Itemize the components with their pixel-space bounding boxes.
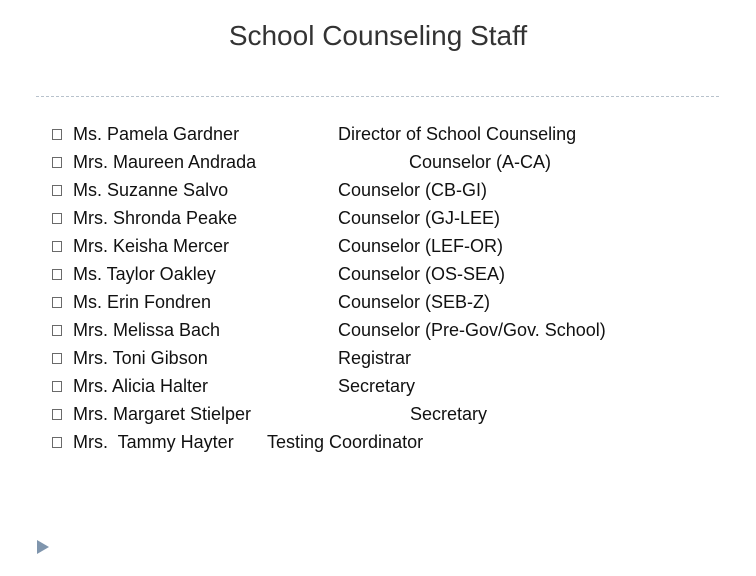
staff-row bbox=[52, 120, 752, 148]
staff-row bbox=[52, 316, 752, 344]
missing-glyph-box-icon bbox=[52, 437, 62, 448]
staff-name: Mrs. Shronda Peake bbox=[73, 208, 238, 228]
missing-glyph-box-icon bbox=[52, 297, 62, 308]
staff-role: Counselor (SEB-Z) bbox=[338, 292, 491, 312]
staff-row bbox=[52, 400, 752, 428]
divider bbox=[36, 96, 719, 97]
staff-name: Ms. Erin Fondren bbox=[73, 292, 212, 312]
staff-role: Counselor (LEF-OR) bbox=[338, 236, 504, 256]
staff-row bbox=[52, 288, 752, 316]
staff-role: Counselor (A-CA) bbox=[409, 152, 552, 172]
staff-row bbox=[52, 176, 752, 204]
missing-glyph-box-icon bbox=[52, 213, 62, 224]
staff-row bbox=[52, 372, 752, 400]
staff-role: Director of School Counseling bbox=[338, 124, 577, 144]
staff-name: Ms. Pamela Gardner bbox=[73, 124, 240, 144]
staff-name: Mrs. Margaret Stielper bbox=[73, 404, 252, 424]
staff-role: Secretary bbox=[410, 404, 488, 424]
staff-name: Mrs. Toni Gibson bbox=[73, 348, 208, 368]
staff-name: Mrs. Melissa Bach bbox=[73, 320, 221, 340]
staff-row bbox=[52, 344, 752, 372]
missing-glyph-box-icon bbox=[52, 325, 62, 336]
staff-role: Counselor (OS-SEA) bbox=[338, 264, 506, 284]
staff-role: Counselor (GJ-LEE) bbox=[338, 208, 501, 228]
staff-role: Counselor (Pre-Gov/Gov. School) bbox=[338, 320, 606, 340]
page-title: School Counseling Staff bbox=[228, 20, 528, 51]
staff-role: Registrar bbox=[338, 348, 412, 368]
staff-list bbox=[52, 120, 752, 456]
staff-row bbox=[52, 232, 752, 260]
staff-row bbox=[52, 204, 752, 232]
staff-name: Mrs. Tammy Hayter bbox=[73, 432, 234, 452]
staff-name: Mrs. Maureen Andrada bbox=[73, 152, 257, 172]
missing-glyph-box-icon bbox=[52, 129, 62, 140]
staff-name: Ms. Suzanne Salvo bbox=[73, 180, 229, 200]
missing-glyph-box-icon bbox=[52, 157, 62, 168]
triangle-right-icon bbox=[37, 540, 49, 554]
missing-glyph-box-icon bbox=[52, 269, 62, 280]
missing-glyph-box-icon bbox=[52, 241, 62, 252]
missing-glyph-box-icon bbox=[52, 381, 62, 392]
staff-role: Counselor (CB-GI) bbox=[338, 180, 488, 200]
staff-role: Secretary bbox=[338, 376, 416, 396]
staff-row bbox=[52, 428, 752, 456]
missing-glyph-box-icon bbox=[52, 409, 62, 420]
staff-row bbox=[52, 260, 752, 288]
staff-name: Mrs. Alicia Halter bbox=[73, 376, 209, 396]
staff-name: Mrs. Keisha Mercer bbox=[73, 236, 230, 256]
missing-glyph-box-icon bbox=[52, 353, 62, 364]
staff-row bbox=[52, 148, 752, 176]
missing-glyph-box-icon bbox=[52, 185, 62, 196]
staff-name: Ms. Taylor Oakley bbox=[73, 264, 216, 284]
staff-role: Testing Coordinator bbox=[267, 432, 424, 452]
